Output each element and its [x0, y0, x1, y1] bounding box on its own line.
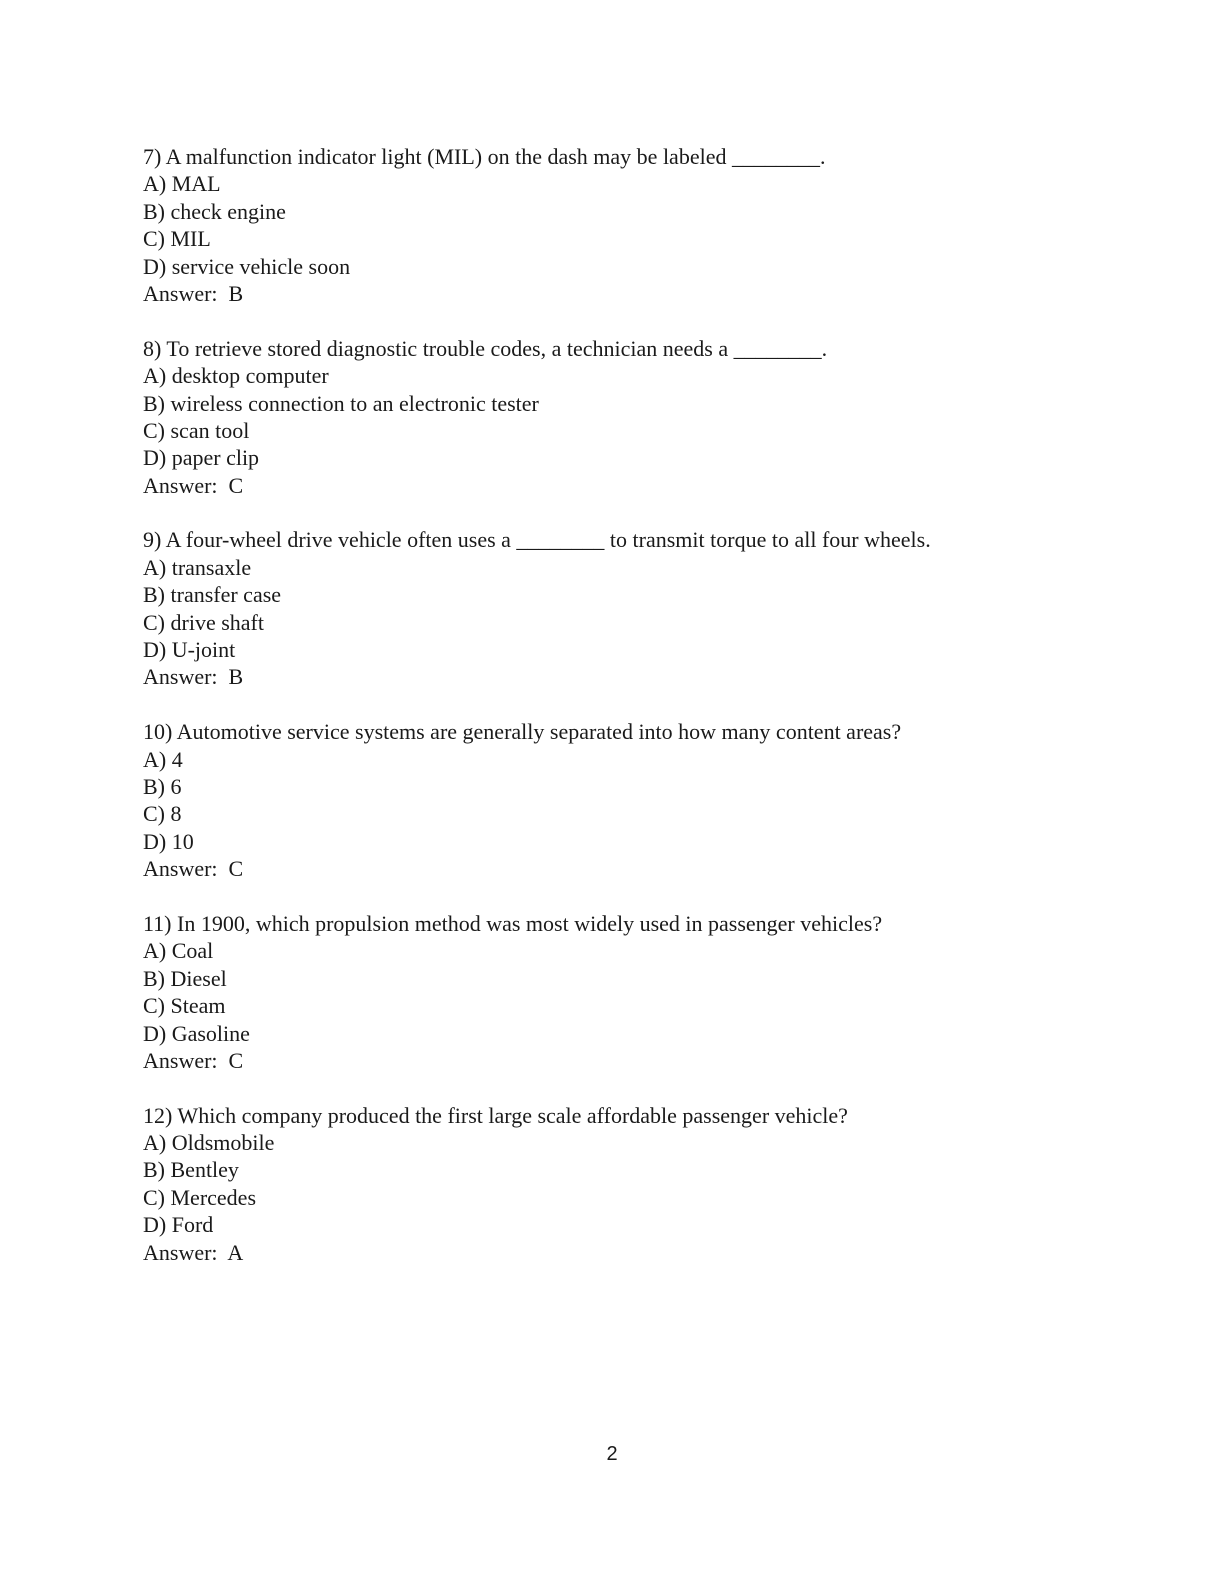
- answer-key: Answer: C: [143, 856, 244, 882]
- question-prompt: 11) In 1900, which propulsion method was most widely used in passenger vehicles?: [143, 910, 883, 936]
- answer-option-d: D) paper clip: [143, 445, 260, 471]
- question-10: [143, 718, 1103, 882]
- answer-key: Answer: B: [143, 664, 244, 690]
- answer-option-c: C) drive shaft: [143, 609, 264, 635]
- answer-option-b: B) wireless connection to an electronic tester: [143, 390, 539, 416]
- question-7: [143, 143, 1103, 307]
- answer-option-a: A) Coal: [143, 938, 214, 964]
- answer-option-c: C) Steam: [143, 993, 226, 1019]
- answer-option-d: D) service vehicle soon: [143, 253, 351, 279]
- answer-key: Answer: A: [143, 1239, 244, 1265]
- answer-option-a: A) MAL: [143, 171, 221, 197]
- question-8: [143, 335, 1103, 499]
- answer-option-d: D) U-joint: [143, 637, 236, 663]
- question-prompt: 9) A four-wheel drive vehicle often uses a ________ to transmit torque to all four wheels.: [143, 527, 931, 553]
- answer-key: Answer: C: [143, 1047, 244, 1073]
- answer-option-c: C) Mercedes: [143, 1184, 257, 1210]
- question-11: [143, 910, 1103, 1074]
- question-12: [143, 1102, 1103, 1266]
- answer-option-d: D) Gasoline: [143, 1020, 250, 1046]
- question-prompt: 8) To retrieve stored diagnostic trouble codes, a technician needs a ________.: [143, 335, 828, 361]
- answer-option-a: A) Oldsmobile: [143, 1130, 275, 1156]
- answer-option-a: A) desktop computer: [143, 363, 329, 389]
- answer-option-a: A) 4: [143, 746, 183, 772]
- answer-option-b: B) check engine: [143, 198, 286, 224]
- page-number: 2: [606, 1443, 618, 1465]
- answer-option-a: A) transaxle: [143, 554, 252, 580]
- answer-key: Answer: B: [143, 280, 244, 306]
- answer-option-c: C) scan tool: [143, 417, 250, 443]
- question-prompt: 7) A malfunction indicator light (MIL) on the dash may be labeled ________.: [143, 144, 826, 169]
- question-9: [143, 526, 1103, 690]
- answer-option-b: B) Diesel: [143, 965, 227, 991]
- answer-option-c: C) 8: [143, 801, 182, 827]
- question-prompt: 12) Which company produced the first large scale affordable passenger vehicle?: [143, 1102, 848, 1128]
- answer-option-b: B) 6: [143, 773, 182, 799]
- answer-option-d: D) 10: [143, 828, 194, 854]
- answer-key: Answer: C: [143, 472, 244, 498]
- question-list: [143, 143, 1103, 1293]
- answer-option-d: D) Ford: [143, 1212, 214, 1238]
- answer-option-b: B) Bentley: [143, 1157, 239, 1183]
- answer-option-b: B) transfer case: [143, 582, 282, 608]
- question-prompt: 10) Automotive service systems are generally separated into how many content areas?: [143, 719, 902, 745]
- answer-option-c: C) MIL: [143, 226, 211, 252]
